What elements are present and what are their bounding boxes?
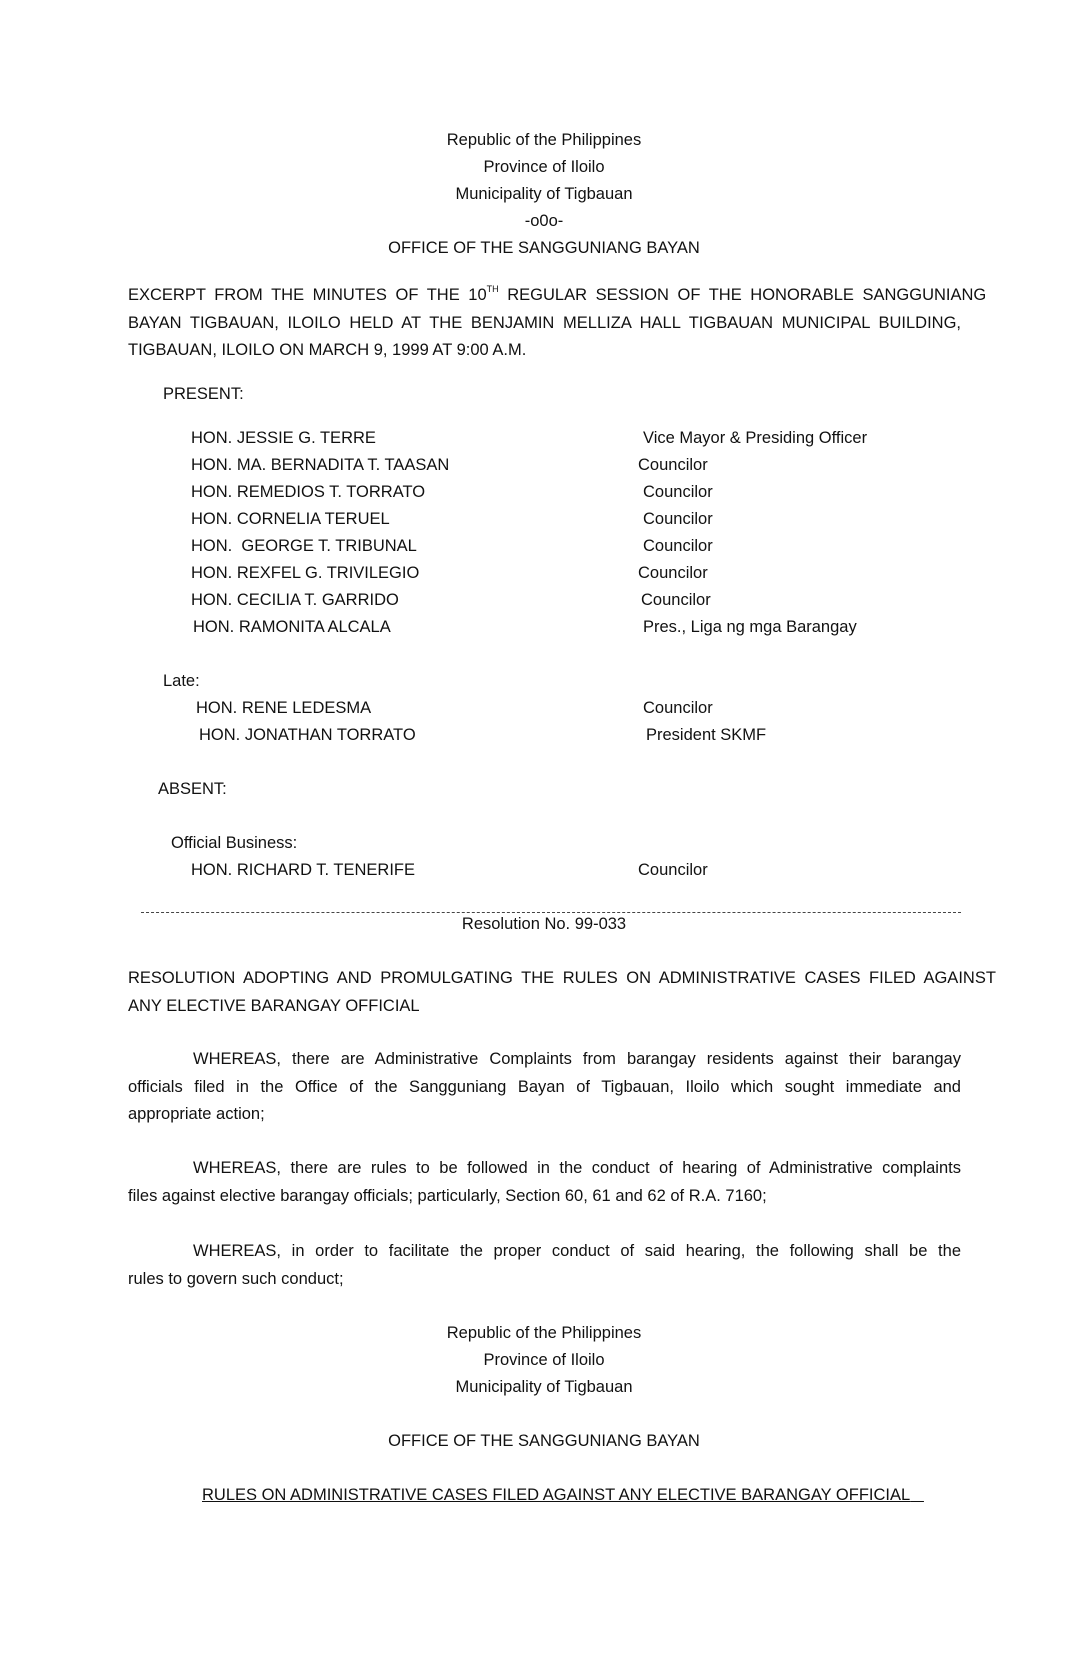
header-republic: Republic of the Philippines [446, 131, 642, 149]
present-role: Vice Mayor & Presiding Officer [643, 429, 868, 447]
excerpt-line-1-pre: EXCERPT FROM THE MINUTES OF THE 10 [128, 286, 487, 304]
present-label: PRESENT: [163, 385, 244, 403]
resolution-title [128, 965, 996, 1020]
late-label: Late: [163, 672, 200, 690]
present-name: HON. MA. BERNADITA T. TAASAN [191, 456, 450, 474]
whereas-1-line-3: appropriate action; [128, 1105, 265, 1123]
whereas-2-line-1: WHEREAS, there are rules to be followed in the conduct of hearing of Administrative complaints [193, 1159, 961, 1177]
excerpt-line-1-post: REGULAR SESSION OF THE HONORABLE SANGGUNIANG [498, 286, 987, 304]
present-role: Councilor [638, 564, 708, 582]
header2-municipality: Municipality of Tigbauan [455, 1378, 633, 1396]
excerpt-line-1 [128, 282, 987, 310]
present-role: Councilor [641, 591, 711, 609]
late-role: President SKMF [646, 726, 767, 744]
late-role: Councilor [643, 699, 713, 717]
header-ornament: -o0o- [524, 212, 564, 230]
present-name: HON. CECILIA T. GARRIDO [191, 591, 399, 609]
absent-name: HON. RICHARD T. TENERIFE [191, 861, 415, 879]
resolution-title-line-1: RESOLUTION ADOPTING AND PROMULGATING THE RULES ON ADMINISTRATIVE CASES FILED AGAINST [128, 969, 996, 987]
present-name: HON. REMEDIOS T. TORRATO [191, 483, 426, 501]
header2-republic: Republic of the Philippines [446, 1324, 642, 1342]
header-province: Province of Iloilo [483, 158, 605, 176]
present-role: Councilor [643, 510, 713, 528]
ordinal-suffix: TH [486, 284, 499, 294]
present-role: Pres., Liga ng mga Barangay [643, 618, 857, 636]
present-name: HON. RAMONITA ALCALA [193, 618, 391, 636]
whereas-2-line-2: files against elective barangay officials; particularly, Section 60, 61 and 62 of R.A. 7160; [128, 1186, 767, 1205]
whereas-paragraph-3 [128, 1238, 961, 1293]
rules-title [202, 1482, 911, 1510]
present-role: Councilor [643, 483, 713, 501]
excerpt-line-2: BAYAN TIGBAUAN, ILOILO HELD AT THE BENJAMIN MELLIZA HALL TIGBAUAN MUNICIPAL BUILDING, [128, 313, 961, 332]
header-municipality: Municipality of Tigbauan [455, 185, 633, 203]
absent-label: ABSENT: [158, 780, 227, 798]
whereas-3-line-1: WHEREAS, in order to facilitate the proper conduct of said hearing, the following shall be the [193, 1242, 961, 1260]
absent-role: Councilor [638, 861, 708, 879]
official-business-label: Official Business: [171, 834, 298, 852]
whereas-3-line-2: rules to govern such conduct; [128, 1269, 344, 1288]
whereas-paragraph-2 [128, 1155, 961, 1210]
present-name: HON. JESSIE G. TERRE [191, 429, 376, 447]
header2-office: OFFICE OF THE SANGGUNIANG BAYAN [388, 1432, 700, 1450]
excerpt-line-3: TIGBAUAN, ILOILO ON MARCH 9, 1999 AT 9:00 A.M. [128, 341, 527, 359]
whereas-1-line-2: officials filed in the Office of the Sangguniang Bayan of Tigbauan, Iloilo which sought immediate and [128, 1077, 961, 1096]
present-role: Councilor [638, 456, 708, 474]
whereas-1-line-1: WHEREAS, there are Administrative Complaints from barangay residents against their barangay [193, 1050, 961, 1068]
resolution-number: Resolution No. 99-033 [461, 915, 627, 933]
whereas-paragraph-1 [128, 1046, 961, 1129]
late-name: HON. JONATHAN TORRATO [199, 726, 416, 744]
header-office: OFFICE OF THE SANGGUNIANG BAYAN [388, 239, 700, 257]
header2-province: Province of Iloilo [483, 1351, 605, 1369]
present-name: HON. REXFEL G. TRIVILEGIO [191, 564, 420, 582]
late-name: HON. RENE LEDESMA [196, 699, 372, 717]
resolution-title-line-2: ANY ELECTIVE BARANGAY OFFICIAL [128, 996, 420, 1015]
present-name: HON. CORNELIA TERUEL [191, 510, 390, 528]
excerpt-paragraph [128, 282, 987, 365]
present-role: Councilor [643, 537, 713, 555]
present-name: HON. GEORGE T. TRIBUNAL [191, 537, 417, 555]
rules-title-text: RULES ON ADMINISTRATIVE CASES FILED AGAINST ANY ELECTIVE BARANGAY OFFICIAL [202, 1486, 911, 1504]
